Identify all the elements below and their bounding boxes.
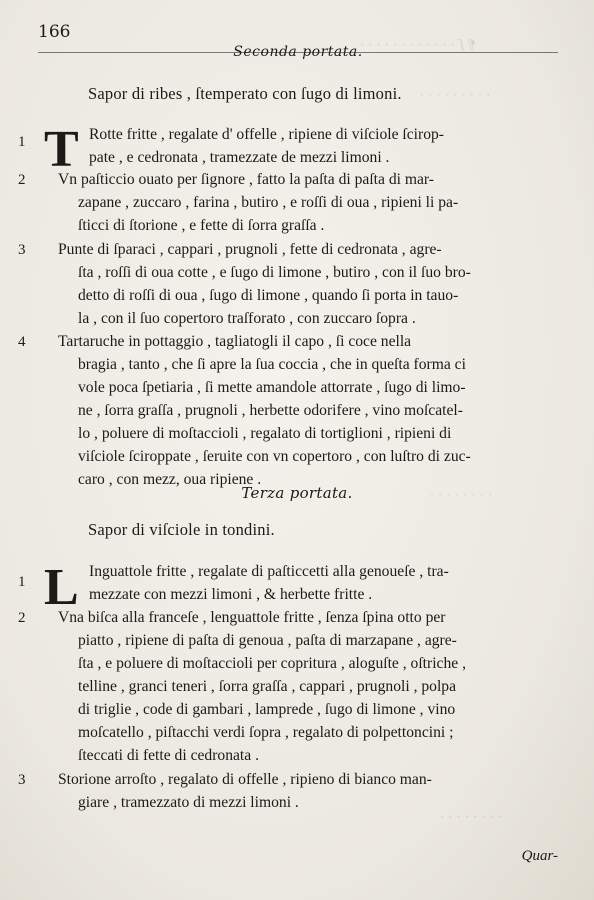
item-line: ſticci di ſtorione , e fette di ſorra graſſa . <box>78 217 325 234</box>
item-line: bragia , tanto , che ſi apre la ſua coccia , che in queſta forma ci <box>78 356 466 373</box>
catchword: Quar- <box>521 848 558 864</box>
item-line: la , con il ſuo copertoro traſforato , con zuccaro ſopra . <box>78 310 416 327</box>
item-line: Inguattole fritte , regalate di paſticcetti alla genoueſe , tra- <box>89 563 449 580</box>
show-through-texture: ¶ ſ · · · · · · · · · · · · · · · · · · · · · · · · · · · · · · · · · · · · · <box>360 38 502 825</box>
item-line: Rotte fritte , regalate d' offelle , ripiene di viſciole ſcirop- <box>89 126 444 143</box>
item-line: vole poca ſpetiaria , ſi mette amandole attorrate , ſugo di limo- <box>78 379 466 396</box>
item-line: ne , ſorra graſſa , prugnoli , herbette odorifere , vino moſcatel- <box>78 402 463 419</box>
item-line: Punte di ſparaci , cappari , prugnoli , fette di cedronata , agre- <box>58 241 442 258</box>
item-line: ſta , e poluere di moſtaccioli per copritura , aloguſte , oſtriche , <box>78 655 466 672</box>
item-number: 2 <box>18 610 26 626</box>
item-line: telline , granci teneri , ſorra graſſa , cappari , prugnoli , polpa <box>78 678 457 695</box>
item-number: 1 <box>18 574 26 590</box>
drop-cap: T <box>44 121 79 178</box>
item-number: 3 <box>18 242 26 258</box>
item-line: detto di roſſi di oua , ſugo di limone , quando ſi porta in tauo- <box>78 287 459 304</box>
item-line: pate , e cedronata , tramezzate de mezzi limoni . <box>89 149 390 166</box>
sauce-heading: Sapor di ribes , ſtemperato con ſugo di limoni. <box>88 84 402 103</box>
item-line: Vn paſticcio ouato per ſignore , fatto la paſta di paſta di mar- <box>58 171 434 188</box>
page-number: 166 <box>38 22 71 42</box>
item-line: zapane , zuccaro , farina , butiro , e roſſi di oua , ripieni li pa- <box>78 194 459 211</box>
item-line: caro , con mezz, oua ripiene . <box>78 471 262 488</box>
item-number: 3 <box>18 772 26 788</box>
item-line: piatto , ripiene di paſta di genoua , paſta di marzapane , agre- <box>78 632 457 649</box>
item-line: giare , tramezzato di mezzi limoni . <box>78 794 299 811</box>
item-number: 2 <box>18 172 26 188</box>
item-line: mezzate con mezzi limoni , & herbette fritte . <box>89 586 373 603</box>
item-line: ſteccati di fette di cedronata . <box>78 747 259 764</box>
item-line: moſcatello , piſtacchi verdi ſopra , regalato di polpettoncini ; <box>78 724 454 741</box>
item-line: Vna biſca alla franceſe , lenguattole fritte , ſenza ſpina otto per <box>58 609 446 626</box>
sauce-heading: Sapor di viſciole in tondini. <box>88 520 275 539</box>
section-title: Terza portata. <box>241 484 353 502</box>
item-number: 4 <box>18 334 26 350</box>
item-number: 1 <box>18 134 26 150</box>
drop-cap: L <box>44 559 79 616</box>
running-head: Seconda portata. <box>233 44 363 60</box>
page-header <box>38 22 558 60</box>
item-line: Tartaruche in pottaggio , tagliatogli il capo , ſi coce nella <box>58 333 412 350</box>
item-line: Storione arroſto , regalato di offelle , ripieno di bianco man- <box>58 771 432 788</box>
item-line: ſta , roſſi di oua cotte , e ſugo di limone , butiro , con il ſuo bro- <box>78 264 471 281</box>
item-line: viſciole ſciroppate , ſeruite con vn copertoro , con luſtro di zuc- <box>78 448 471 465</box>
item-line: lo , poluere di moſtaccioli , regalato di tortiglioni , ripieni di <box>78 425 452 442</box>
item-line: di triglie , code di gambari , lamprede , ſugo di limone , vino <box>78 701 456 718</box>
